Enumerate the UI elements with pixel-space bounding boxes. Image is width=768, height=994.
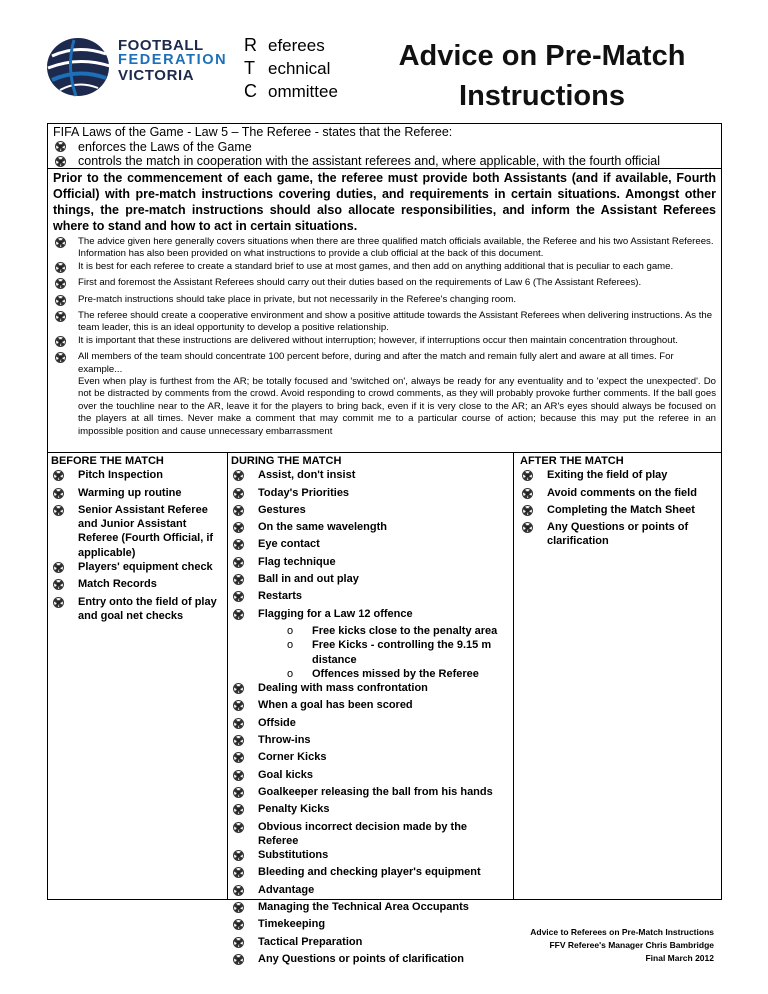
after-heading: AFTER THE MATCH [520,455,624,467]
list-item-text: Free kicks close to the penalty area [312,624,498,637]
list-item-text: Any Questions or points of clarification [547,521,689,548]
list-item-text: Flag technique [258,555,336,568]
football-bullet-icon [233,919,244,930]
list-item [231,785,510,802]
list-item [520,486,718,503]
list-item-text: Tactical Preparation [258,935,363,948]
list-item-text: Ball in and out play [258,573,359,586]
football-bullet-icon [53,488,64,499]
list-item [51,486,224,503]
football-bullet-icon [55,278,66,289]
football-bullet-icon [233,787,244,798]
football-bullet-icon [233,522,244,533]
list-item [231,537,510,554]
list-item [53,140,716,155]
list-item-text: Restarts [258,590,303,603]
footer-line-2: FFV Referee's Manager Chris Bambridge [549,940,714,950]
list-item-text: Warming up routine [78,486,182,499]
list-item-text: Pre-match instructions should take place in private, but not necessarily in the Referee's changing room. [78,293,517,305]
after-match-column [514,453,721,899]
football-bullet-icon [55,237,66,248]
list-item-text: Gestures [258,503,306,516]
list-item-text: Obvious incorrect decision made by the Referee [258,820,468,847]
page-title [384,36,700,116]
football-bullet-icon [53,562,64,573]
list-item [231,520,510,537]
list-item-text: Exiting the field of play [547,469,668,482]
football-bullet-icon [53,579,64,590]
football-bullet-icon [233,591,244,602]
list-item-text: The advice given here generally covers situations when there are three qualified match officials available, the Referee and his two Assistant Referees. Information has also been provided on what instructions to provide a club official at the back of this document. [78,236,714,260]
list-item-text: The referee should create a cooperative environment and show a positive attitude towards the Assistant Referees when delivering instructions. As the team leader, this is an ideal opportunity to develop a positive relationship. [78,310,713,334]
list-item-text: Managing the Technical Area Occupants [258,901,469,914]
list-item [53,154,716,169]
list-item [231,733,510,750]
footer-line-3: Final March 2012 [645,953,714,963]
list-item-text: Players' equipment check [78,561,213,574]
example-paragraph: Even when play is furthest from the AR; be totally focused and 'switched on', always be ready for any eventuality and to 'expect the unexpected'. Do not be distracted by comments from the crowd. Avoid responding to crowd comments, as they will probably provoke further comments. If the ball goes over the touchline near to the AR, leave it for the players to bring back, even if it is very close to the AR; an AR's eyes should always be focused on the players at all times. Never make a comment that may commit me to a particular course of action; because this may put the referee in an impossible position and cause unnecessary embarrassment [78,376,716,437]
list-item-text: Bleeding and checking player's equipment [258,866,481,879]
circle-bullet: o [287,639,294,652]
list-item [520,520,718,549]
football-bullet-icon [53,505,64,516]
list-item [231,750,510,767]
list-item-text: Throw-ins [258,734,311,747]
list-item-text: Any Questions or points of clarification [258,952,464,965]
football-bullet-icon [233,867,244,878]
footer-line-1: Advice to Referees on Pre-Match Instructions [530,927,714,937]
list-item-text: Corner Kicks [258,751,327,764]
list-item [51,503,224,560]
list-item-text: Match Records [78,578,157,591]
football-bullet-icon [55,295,66,306]
list-item [231,503,510,520]
football-bullet-icon [53,470,64,481]
ffv-logo [44,34,234,100]
list-item-text: First and foremost the Assistant Referees should carry out their duties based on the requirements of Law 6 (The Assistant Referees). [78,277,642,289]
list-item [231,555,510,572]
football-bullet-icon [55,262,66,273]
list-item-text: Advantage [258,883,315,896]
list-item [231,681,510,698]
list-item [51,595,224,624]
football-bullet-icon [233,822,244,833]
football-bullet-icon [233,609,244,620]
list-item [231,865,510,882]
list-item-text: Substitutions [258,849,329,862]
list-item-text: controls the match in cooperation with the assistant referees and, where applicable, with the fourth official [78,154,661,168]
list-item-text: Entry onto the field of play and goal net checks [78,595,217,622]
football-bullet-icon [233,557,244,568]
rtc-acronym [244,34,364,103]
list-item [231,802,510,819]
list-item-text: Free Kicks - controlling the 9.15 m distance [312,639,492,666]
list-item [231,848,510,865]
list-item-text: All members of the team should concentrate 100 percent before, during and after the match and remain fully alert and aware at all times. For example... [78,351,674,375]
list-item [231,607,510,624]
before-heading: BEFORE THE MATCH [51,455,164,467]
sub-list-item [231,667,510,681]
football-bullet-icon [522,522,533,533]
football-bullet-icon [55,352,66,363]
list-item [53,351,716,376]
football-bullet-icon [233,718,244,729]
list-item-text: Avoid comments on the field [547,486,697,499]
list-item [53,335,716,351]
list-item [51,560,224,577]
football-bullet-icon [233,902,244,913]
list-item [231,589,510,606]
advice-section [48,169,721,453]
rtc-letter: T [244,58,255,78]
title-line-1: Advice on Pre-Match [398,40,686,72]
football-bullet-icon [55,336,66,347]
list-item [231,716,510,733]
list-item-text: Today's Priorities [258,486,350,499]
title-line-2: Instructions [459,80,625,112]
football-bullet-icon [522,505,533,516]
football-bullet-icon [233,954,244,965]
football-bullet-icon [55,156,66,167]
list-item [231,486,510,503]
list-item [231,820,510,849]
intro-paragraph: Prior to the commencement of each game, the referee must provide both Assistants (and if available, Fourth Official) with pre-match instructions covering duties, and requirements in certain situations. Amongst other things, the pre-match instructions should also allocate responsibilities, and inform the Assistant Referees where to stand and how to act in certain situations. [53,171,716,233]
during-heading: DURING THE MATCH [231,455,342,467]
rtc-word: ommittee [268,81,338,101]
rtc-letter: C [244,81,257,101]
list-item-text: Goal kicks [258,768,314,781]
football-bullet-icon [233,488,244,499]
during-match-column [228,453,514,965]
list-item [53,294,716,310]
sub-list-item [231,638,510,667]
list-item [520,503,718,520]
fifa-intro: FIFA Laws of the Game - Law 5 – The Referee - states that the Referee: [53,125,453,139]
football-bullet-icon [233,804,244,815]
list-item-text: enforces the Laws of the Game [78,139,252,154]
football-bullet-icon [233,700,244,711]
football-bullet-icon [55,141,66,152]
rtc-word: eferees [268,35,325,55]
rtc-letter: R [244,35,257,55]
list-item [231,468,510,485]
rtc-word: echnical [268,58,331,78]
page-header [0,0,768,120]
list-item-text: Flagging for a Law 12 offence [258,607,413,620]
list-item [520,468,718,485]
list-item-text: It is best for each referee to create a standard brief to use at most games, and then add on anything additional that is peculiar to each game. [78,260,674,272]
list-item [231,900,510,917]
before-match-column [48,453,228,899]
football-bullet-icon [233,505,244,516]
ffv-globe-icon [44,34,116,100]
football-bullet-icon [233,539,244,550]
list-item-text: Assist, don't insist [258,469,356,482]
sub-list-item [231,624,510,638]
list-item [53,310,716,335]
logo-line-2: FEDERATION [118,52,228,68]
list-item [231,883,510,900]
football-bullet-icon [233,885,244,896]
football-bullet-icon [233,470,244,481]
circle-bullet: o [287,624,294,637]
list-item-text: Eye contact [258,538,320,551]
fifa-law-section [48,124,721,169]
list-item-text: Pitch Inspection [78,469,163,482]
list-item [53,236,716,261]
football-bullet-icon [522,488,533,499]
list-item-text: Timekeeping [258,918,326,931]
list-item-text: Goalkeeper releasing the ball from his hands [258,785,493,798]
football-bullet-icon [233,683,244,694]
football-bullet-icon [233,574,244,585]
list-item-text: It is important that these instructions are delivered without interruption; however, if interruptions occur then maintain concentration throughout. [78,334,678,346]
football-bullet-icon [233,770,244,781]
advice-list [53,236,716,438]
list-item [231,572,510,589]
list-item-text: Offside [258,716,296,729]
page-footer [440,926,714,965]
football-bullet-icon [233,937,244,948]
football-bullet-icon [233,735,244,746]
list-item-text: Completing the Match Sheet [547,503,695,516]
list-item [231,698,510,715]
list-item-text: Offences missed by the Referee [312,667,479,680]
list-item-text: Penalty Kicks [258,803,330,816]
list-item-text: Dealing with mass confrontation [258,682,428,695]
list-item [53,277,716,293]
list-item-text: On the same wavelength [258,521,387,534]
logo-line-1: FOOTBALL [118,37,204,54]
list-item [51,468,224,485]
list-item [231,768,510,785]
list-item [53,261,716,277]
football-bullet-icon [522,470,533,481]
football-bullet-icon [233,752,244,763]
logo-line-3: VICTORIA [118,67,195,84]
football-bullet-icon [233,850,244,861]
football-bullet-icon [55,311,66,322]
list-item-text: When a goal has been scored [258,699,413,712]
football-bullet-icon [53,597,64,608]
list-item [51,577,224,594]
circle-bullet: o [287,667,294,680]
list-item-text: Senior Assistant Referee and Junior Assistant Referee (Fourth Official, if applicable) [78,503,214,559]
